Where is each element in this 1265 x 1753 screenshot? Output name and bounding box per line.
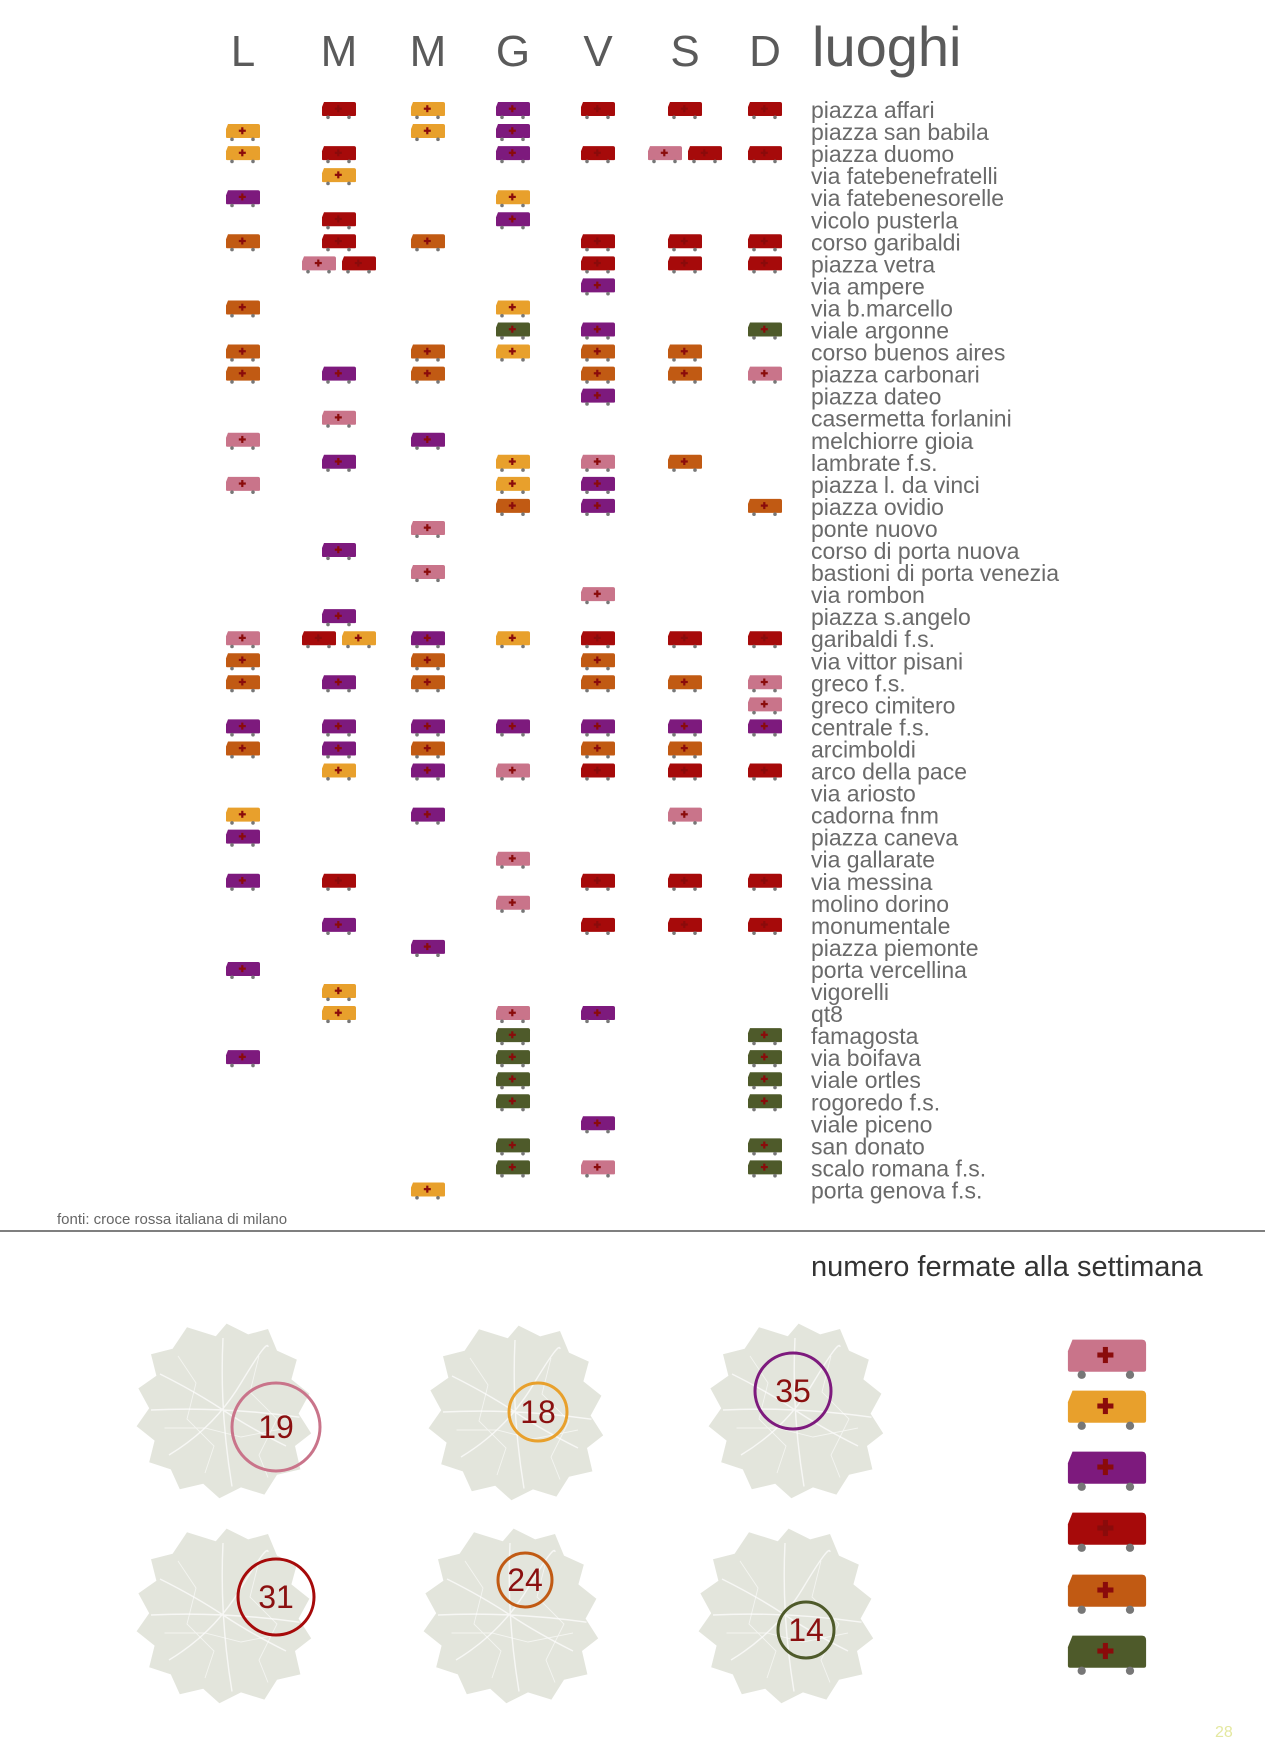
ambulance-stop-mark	[226, 146, 260, 163]
place-label: via ampere	[811, 273, 925, 300]
ambulance-stop-mark	[668, 367, 702, 384]
ambulance-stop-mark	[226, 874, 260, 891]
ambulance-stop-mark	[748, 102, 782, 119]
ambulance-stop-mark	[226, 675, 260, 692]
ambulance-stop-mark	[668, 764, 702, 781]
place-label: via vittor pisani	[811, 648, 964, 675]
ambulance-stop-mark	[322, 764, 356, 781]
ambulance-stop-mark	[581, 874, 615, 891]
place-label: via b.marcello	[811, 295, 953, 322]
ambulance-stop-mark	[748, 918, 782, 935]
ambulance-stop-mark	[581, 477, 615, 494]
ambulance-stop-mark	[411, 631, 445, 648]
ambulance-stop-mark	[581, 102, 615, 119]
ambulance-stop-mark	[748, 1138, 782, 1155]
ambulance-stop-mark	[748, 1028, 782, 1045]
place-label: famagosta	[811, 1023, 919, 1050]
place-label: vicolo pusterla	[811, 207, 959, 234]
ambulance-stop-mark	[748, 499, 782, 516]
ambulance-stop-mark	[322, 146, 356, 163]
ambulance-stop-mark	[748, 1072, 782, 1089]
ambulance-stop-mark	[496, 212, 530, 229]
ambulance-stop-mark	[668, 256, 702, 273]
place-label: monumentale	[811, 912, 951, 939]
schedule-grid	[226, 102, 782, 1200]
ambulance-stop-mark	[226, 345, 260, 362]
ambulance-stop-mark	[581, 675, 615, 692]
ambulance-stop-mark	[496, 764, 530, 781]
ambulance-stop-mark	[581, 234, 615, 251]
ambulance-stop-mark	[411, 234, 445, 251]
ambulance-stop-mark	[581, 146, 615, 163]
day-header: M	[409, 27, 447, 76]
ambulance-stop-mark	[748, 1160, 782, 1177]
ambulance-stop-mark	[411, 565, 445, 582]
ambulance-stop-mark	[226, 433, 260, 450]
place-label: piazza dateo	[811, 383, 942, 410]
ambulance-stop-mark	[302, 631, 336, 648]
place-label: arcimboldi	[811, 736, 916, 763]
ambulance-stop-mark	[226, 741, 260, 758]
ambulance-stop-mark	[411, 940, 445, 957]
ambulance-stop-mark	[581, 389, 615, 406]
ambulance-stop-mark	[322, 609, 356, 626]
place-label: greco cimitero	[811, 692, 956, 719]
ambulance-stop-mark	[748, 234, 782, 251]
weekly-stop-count: 31	[258, 1579, 294, 1615]
ambulance-stop-mark	[322, 1006, 356, 1023]
ambulance-stop-mark	[226, 1050, 260, 1067]
place-label: via fatebenesorelle	[811, 185, 1005, 212]
ambulance-stop-mark	[581, 1006, 615, 1023]
day-header: S	[670, 27, 700, 76]
ambulance-stop-mark	[322, 874, 356, 891]
ambulance-stop-mark	[748, 323, 782, 340]
ambulance-stop-mark	[688, 146, 722, 163]
ambulance-stop-mark	[496, 1028, 530, 1045]
milan-map	[424, 1529, 599, 1704]
place-label: garibaldi f.s.	[811, 626, 936, 653]
ambulance-stop-mark	[226, 631, 260, 648]
ambulance-stop-mark	[581, 764, 615, 781]
ambulance-stop-mark	[496, 1160, 530, 1177]
ambulance-stop-mark	[226, 124, 260, 141]
ambulance-stop-mark	[668, 345, 702, 362]
place-label: via rombon	[811, 582, 925, 609]
ambulance-stop-mark	[668, 631, 702, 648]
ambulance-stop-mark	[226, 367, 260, 384]
ambulance-stop-mark	[411, 433, 445, 450]
ambulance-stop-mark	[581, 631, 615, 648]
page-number: 28	[1215, 1724, 1233, 1741]
legend-ambulance-icon	[1068, 1636, 1146, 1675]
ambulance-stop-mark	[322, 719, 356, 736]
ambulance-stop-mark	[581, 719, 615, 736]
ambulance-stop-mark	[322, 543, 356, 560]
ambulance-stop-mark	[648, 146, 682, 163]
legend-ambulance-icon	[1068, 1452, 1146, 1491]
ambulance-stop-mark	[322, 367, 356, 384]
ambulance-stop-mark	[411, 102, 445, 119]
place-label: san donato	[811, 1133, 925, 1160]
milan-map	[429, 1326, 604, 1501]
ambulance-stop-mark	[411, 521, 445, 538]
place-label: porta vercellina	[811, 956, 967, 983]
day-header: M	[320, 27, 358, 76]
ambulance-stop-mark	[226, 808, 260, 825]
ambulance-stop-mark	[322, 984, 356, 1001]
ambulance-stop-mark	[668, 455, 702, 472]
place-label: via gallarate	[811, 846, 936, 873]
ambulance-stop-mark	[668, 234, 702, 251]
ambulance-stop-mark	[411, 653, 445, 670]
source-note: fonti: croce rossa italiana di milano	[57, 1211, 288, 1228]
ambulance-stop-mark	[342, 631, 376, 648]
ambulance-stop-mark	[411, 124, 445, 141]
ambulance-stop-mark	[226, 300, 260, 317]
ambulance-stop-mark	[411, 764, 445, 781]
place-label: piazza l. da vinci	[811, 471, 980, 498]
ambulance-stop-mark	[668, 675, 702, 692]
place-label: molino dorino	[811, 890, 950, 917]
ambulance-stop-mark	[748, 1050, 782, 1067]
ambulance-stop-mark	[668, 741, 702, 758]
place-label: corso buenos aires	[811, 339, 1006, 366]
ambulance-stop-mark	[496, 345, 530, 362]
place-label: piazza san babila	[811, 119, 989, 146]
ambulance-stop-mark	[226, 234, 260, 251]
day-header: L	[230, 27, 256, 76]
place-label: bastioni di porta venezia	[811, 560, 1060, 587]
ambulance-stop-mark	[496, 1094, 530, 1111]
ambulance-stop-mark	[302, 256, 336, 273]
ambulance-stop-mark	[581, 741, 615, 758]
place-label: via fatebenefratelli	[811, 163, 998, 190]
weekly-stop-count: 24	[507, 1562, 543, 1598]
ambulance-stop-mark	[322, 234, 356, 251]
ambulance-stop-mark	[748, 764, 782, 781]
ambulance-stop-mark	[496, 300, 530, 317]
place-label: scalo romana f.s.	[811, 1155, 987, 1182]
ambulance-stop-mark	[496, 1050, 530, 1067]
legend-ambulance-icon	[1068, 1340, 1146, 1379]
day-header: G	[495, 27, 531, 76]
legend-ambulance-icon	[1068, 1391, 1146, 1430]
ambulance-stop-mark	[322, 102, 356, 119]
ambulance-stop-mark	[748, 631, 782, 648]
ambulance-stop-mark	[748, 367, 782, 384]
place-label: piazza carbonari	[811, 361, 980, 388]
ambulance-stop-mark	[496, 455, 530, 472]
ambulance-stop-mark	[496, 1072, 530, 1089]
ambulance-stop-mark	[411, 741, 445, 758]
ambulance-stop-mark	[581, 256, 615, 273]
place-label: piazza vetra	[811, 251, 936, 278]
ambulance-stop-mark	[411, 1182, 445, 1199]
ambulance-stop-mark	[668, 874, 702, 891]
place-label: via messina	[811, 868, 933, 895]
place-label: corso di porta nuova	[811, 538, 1020, 564]
summary-title: numero fermate alla settimana	[811, 1251, 1203, 1283]
day-headers	[231, 27, 781, 76]
ambulance-stop-mark	[581, 367, 615, 384]
place-label: piazza ovidio	[811, 493, 944, 520]
ambulance-stop-mark	[322, 212, 356, 229]
ambulance-stop-mark	[411, 345, 445, 362]
summary-maps	[137, 1324, 884, 1704]
milan-map	[709, 1324, 884, 1499]
ambulance-stop-mark	[496, 631, 530, 648]
place-labels	[811, 97, 1059, 1203]
place-label: viale ortles	[811, 1067, 921, 1094]
ambulance-stop-mark	[322, 455, 356, 472]
weekly-stop-count: 18	[520, 1394, 556, 1430]
place-label: via ariosto	[811, 780, 916, 807]
ambulance-stop-mark	[226, 830, 260, 847]
ambulance-stop-mark	[496, 896, 530, 913]
ambulance-stop-mark	[322, 168, 356, 185]
ambulance-stop-mark	[668, 719, 702, 736]
ambulance-stop-mark	[496, 477, 530, 494]
ambulance-stop-mark	[581, 918, 615, 935]
ambulance-stop-mark	[411, 675, 445, 692]
place-label: piazza duomo	[811, 141, 955, 168]
place-label: qt8	[811, 1001, 843, 1028]
day-header: V	[583, 27, 613, 76]
place-label: rogoredo f.s.	[811, 1089, 941, 1116]
milan-map	[699, 1529, 874, 1704]
place-label: via boifava	[811, 1045, 921, 1072]
ambulance-stop-mark	[496, 323, 530, 340]
place-label: centrale f.s.	[811, 714, 930, 741]
place-label: corso garibaldi	[811, 229, 961, 256]
ambulance-stop-mark	[496, 146, 530, 163]
ambulance-stop-mark	[496, 190, 530, 207]
ambulance-stop-mark	[496, 102, 530, 119]
ambulance-stop-mark	[668, 918, 702, 935]
legend-ambulance-icon	[1068, 1513, 1146, 1552]
ambulance-stop-mark	[748, 719, 782, 736]
place-label: viale argonne	[811, 317, 950, 344]
ambulance-stop-mark	[496, 719, 530, 736]
ambulance-stop-mark	[748, 256, 782, 273]
place-label: greco f.s.	[811, 670, 906, 697]
ambulance-stop-mark	[411, 719, 445, 736]
ambulance-stop-mark	[226, 477, 260, 494]
ambulance-stop-mark	[496, 1006, 530, 1023]
ambulance-stop-mark	[581, 499, 615, 516]
ambulance-stop-mark	[226, 719, 260, 736]
ambulance-stop-mark	[581, 1160, 615, 1177]
ambulance-stop-mark	[581, 323, 615, 340]
ambulance-stop-mark	[748, 697, 782, 714]
place-label: ponte nuovo	[811, 515, 938, 542]
day-header: D	[749, 27, 781, 76]
place-label: porta genova f.s.	[811, 1177, 983, 1204]
ambulance-stop-mark	[496, 1138, 530, 1155]
weekly-stop-count: 14	[788, 1612, 824, 1648]
ambulance-stop-mark	[322, 675, 356, 692]
ambulance-stop-mark	[342, 256, 376, 273]
place-label: piazza caneva	[811, 824, 959, 851]
place-label: casermetta forlanini	[811, 405, 1012, 432]
weekly-stop-count: 19	[258, 1409, 294, 1445]
ambulance-stop-mark	[322, 741, 356, 758]
color-legend	[1068, 1340, 1146, 1675]
ambulance-stop-mark	[748, 675, 782, 692]
ambulance-stop-mark	[581, 455, 615, 472]
weekly-stop-count: 35	[775, 1373, 811, 1409]
ambulance-stop-mark	[748, 1094, 782, 1111]
ambulance-stop-mark	[226, 962, 260, 979]
place-label: melchiorre gioia	[811, 427, 974, 454]
place-label: arco della pace	[811, 758, 967, 785]
ambulance-stop-mark	[668, 808, 702, 825]
ambulance-stop-mark	[411, 808, 445, 825]
ambulance-stop-mark	[496, 852, 530, 869]
ambulance-stop-mark	[226, 653, 260, 670]
places-column-header: luoghi	[812, 15, 962, 78]
place-label: lambrate f.s.	[811, 449, 938, 476]
ambulance-stop-mark	[581, 587, 615, 604]
ambulance-stop-mark	[496, 124, 530, 141]
place-label: cadorna fnm	[811, 802, 939, 829]
place-label: piazza piemonte	[811, 934, 979, 961]
ambulance-stop-mark	[748, 874, 782, 891]
legend-ambulance-icon	[1068, 1575, 1146, 1614]
place-label: piazza affari	[811, 97, 935, 123]
ambulance-stop-mark	[581, 345, 615, 362]
ambulance-stop-mark	[748, 146, 782, 163]
ambulance-stop-mark	[581, 653, 615, 670]
ambulance-stop-mark	[496, 499, 530, 516]
ambulance-stop-mark	[322, 918, 356, 935]
ambulance-stop-mark	[322, 411, 356, 428]
milan-map	[137, 1529, 312, 1704]
ambulance-stop-mark	[668, 102, 702, 119]
ambulance-stop-mark	[411, 367, 445, 384]
ambulance-stop-mark	[581, 278, 615, 295]
place-label: vigorelli	[811, 979, 889, 1005]
ambulance-stop-mark	[226, 190, 260, 207]
place-label: viale piceno	[811, 1111, 933, 1138]
place-label: piazza s.angelo	[811, 604, 971, 631]
ambulance-stop-mark	[581, 1116, 615, 1133]
